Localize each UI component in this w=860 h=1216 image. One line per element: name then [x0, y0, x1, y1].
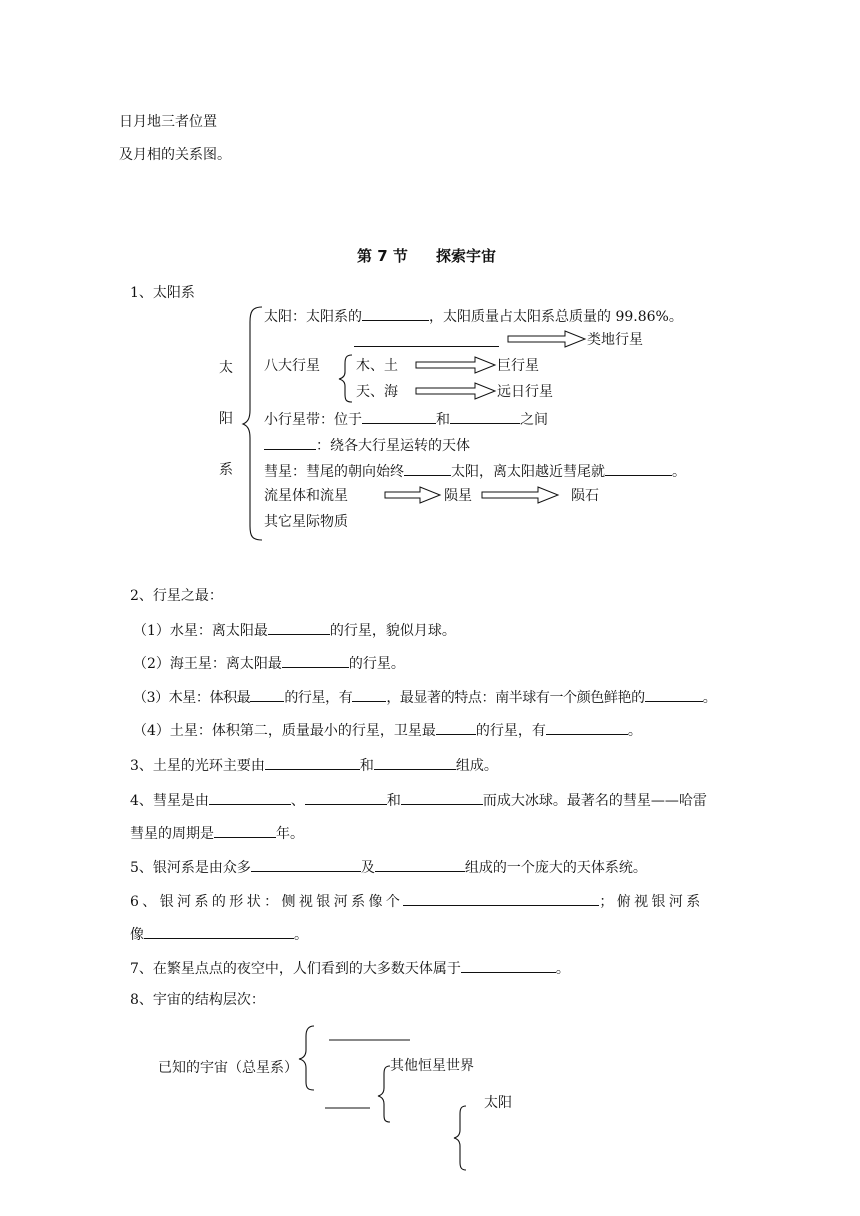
planets-brace	[339, 355, 352, 402]
section-title: 探索宇宙	[436, 247, 497, 265]
other-label: 其它星际物质	[264, 514, 348, 530]
uranus-neptune: 天、海	[356, 384, 398, 400]
side-char-1: 太	[219, 360, 233, 376]
terrestrial-label: 类地行星	[587, 332, 643, 348]
q2-line-2: （2）海王星：离太阳最 的行星。	[133, 653, 405, 673]
comet-line: 彗星：彗尾的朝向始终 太阳，离太阳越近彗尾就 。	[264, 461, 686, 481]
side-char-2: 阳	[219, 411, 233, 427]
intro-line-2: 及月相的关系图。	[119, 147, 231, 163]
q6-line-2: 像 。	[130, 924, 308, 944]
q2-line-4: （4）土星：体积第二，质量最小的行星，卫星最 的行星，有 。	[133, 720, 642, 740]
q2-line-3: （3）木星：体积最 的行星，有 ，最显著的特点：南半球有一个颜色鲜艳的 。	[133, 687, 716, 707]
meteorite-label: 陨星	[444, 488, 472, 504]
arrow-giant	[416, 357, 495, 373]
section-number: 第 7 节	[357, 247, 408, 265]
arrow-terrestrial	[508, 331, 585, 347]
intro-line-1: 日月地三者位置	[119, 114, 217, 130]
giant-label: 巨行星	[497, 358, 539, 374]
q2-heading: 2、行星之最：	[130, 588, 223, 604]
side-char-3: 系	[219, 462, 233, 478]
meteor-label: 流星体和流星	[264, 488, 348, 504]
q3-line: 3、土星的光环主要由 和 组成。	[130, 755, 498, 775]
stone-label: 陨石	[571, 488, 599, 504]
q2-line-1: （1）水星：离太阳最 的行星，貌似月球。	[133, 620, 456, 640]
arrow-meteorite	[385, 487, 440, 503]
jupiter-saturn: 木、土	[356, 358, 398, 374]
galaxy-brace	[378, 1066, 390, 1122]
q5-line: 5、银河系是由众多 及 组成的一个庞大的天体系统。	[130, 857, 647, 877]
q1-heading: 1、太阳系	[130, 285, 195, 301]
q4-line-2: 彗星的周期是 年。	[130, 823, 304, 843]
far-label: 远日行星	[497, 384, 553, 400]
q4-line-1: 4、彗星是由 、 和 而成大冰球。最著名的彗星——哈雷	[130, 790, 707, 810]
planets-label: 八大行星	[264, 358, 320, 374]
q6-line-1: 6、银河系的形状：侧视银河系像个 ；俯视银河系	[130, 891, 704, 911]
universe-brace	[299, 1026, 314, 1090]
other-stars-label: 其他恒星世界	[390, 1058, 474, 1074]
universe-label: 已知的宇宙（总星系）	[158, 1060, 298, 1076]
q8-heading: 8、宇宙的结构层次：	[130, 992, 265, 1008]
solar-system-brace	[243, 307, 262, 540]
arrow-stone	[482, 487, 558, 503]
asteroid-line: 小行星带：位于 和 之间	[264, 409, 548, 429]
sun-line: 太阳：太阳系的 ，太阳质量占太阳系总质量的 99.86%。	[264, 306, 683, 326]
satellite-line: ：绕各大行星运转的天体	[264, 435, 470, 455]
arrow-far	[416, 383, 495, 399]
q7-line: 7、在繁星点点的夜空中，人们看到的大多数天体属于 。	[130, 958, 570, 978]
solar-brace	[454, 1106, 466, 1170]
sun-label: 太阳	[484, 1095, 512, 1111]
